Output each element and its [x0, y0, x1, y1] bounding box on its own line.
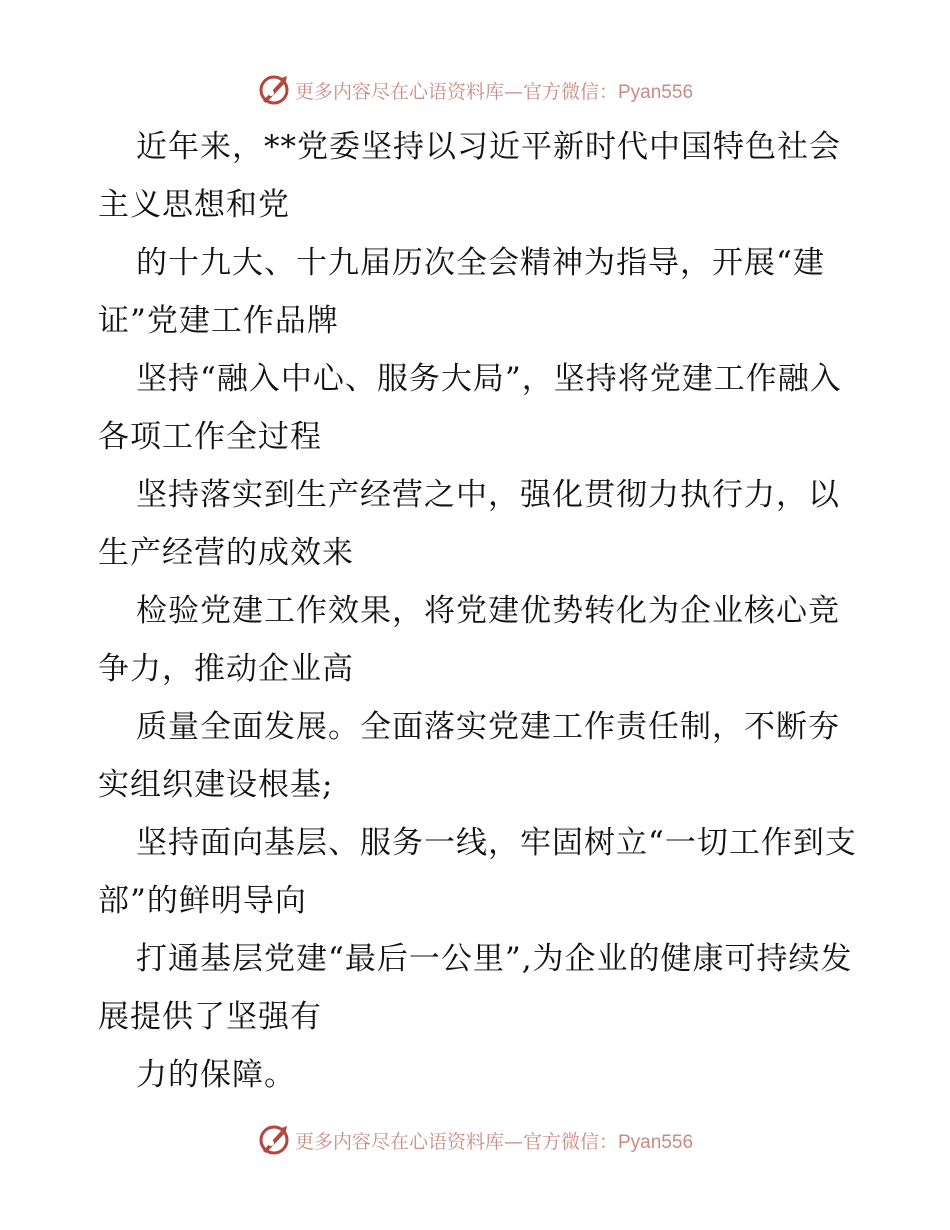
paragraph-8: 打通基层党建“最后一公里”,为企业的健康可持续发展提供了坚强有 — [98, 941, 853, 1035]
paragraph-9: 力的保障。 — [136, 1057, 296, 1093]
header-watermark — [0, 70, 950, 110]
paragraph-4: 坚持落实到生产经营之中，强化贯彻力执行力，以生产经营的成效来 — [98, 477, 840, 571]
body-text — [98, 118, 868, 1104]
quill-pen-seal-icon — [257, 1123, 291, 1157]
paragraph-1: 近年来，**党委坚持以习近平新时代中国特色社会主义思想和党 — [98, 129, 841, 223]
paragraph-3: 坚持“融入中心、服务大局”，坚持将党建工作融入各项工作全过程 — [98, 361, 842, 455]
watermark-text: 更多内容尽在心语资料库—官方微信：Pyan556 — [294, 1130, 694, 1153]
paragraph-2: 的十九大、十九届历次全会精神为指导，开展“建证”党建工作品牌 — [98, 245, 825, 339]
quill-pen-seal-icon — [257, 73, 291, 107]
watermark-text: 更多内容尽在心语资料库—官方微信：Pyan556 — [294, 80, 694, 103]
paragraph-6: 质量全面发展。全面落实党建工作责任制，不断夯实组织建设根基; — [98, 709, 840, 803]
paragraph-5: 检验党建工作效果，将党建优势转化为企业核心竞争力，推动企业高 — [98, 593, 840, 687]
footer-watermark — [0, 1120, 950, 1160]
paragraph-7: 坚持面向基层、服务一线，牢固树立“一切工作到支部”的鲜明导向 — [98, 825, 857, 919]
